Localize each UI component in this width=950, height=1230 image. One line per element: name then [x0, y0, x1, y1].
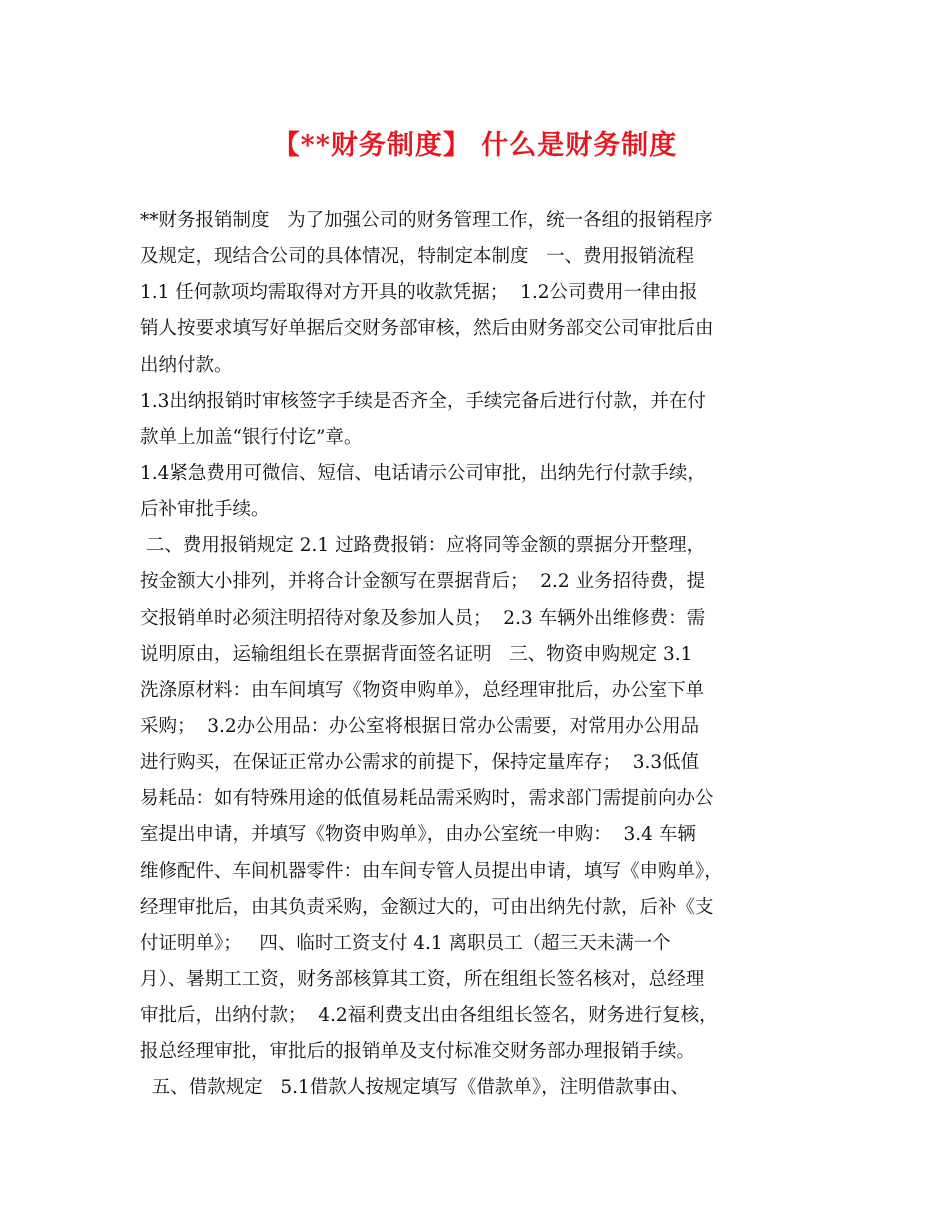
body-line: 交报销单时必须注明招待对象及参加人员； 2.3 车辆外出维修费：需	[140, 607, 706, 629]
body-line: **财务报销制度 为了加强公司的财务管理工作，统一各组的报销程序	[140, 210, 713, 231]
body-line: 月）、暑期工工资，财务部核算其工资，所在组组长签名核对，总经理	[140, 968, 705, 990]
body-line: 二、费用报销规定 2.1 过路费报销：应将同等金额的票据分开整理，	[140, 535, 706, 557]
body-line: 五、借款规定 5.1借款人按规定填写《借款单》，注明借款事由、	[140, 1077, 690, 1099]
body-line: 付证明单》； 四、临时工资支付 4.1 离职员工（超三天未满一个	[140, 932, 671, 954]
body-line: 款单上加盖“银行付讫”章。	[140, 426, 363, 448]
body-line: 进行购买，在保证正常办公需求的前提下，保持定量库存； 3.3低值	[140, 752, 700, 774]
body-line: 采购； 3.2办公用品：办公室将根据日常办公需要，对常用办公用品	[140, 715, 700, 737]
body-line: 审批后，出纳付款； 4.2福利费支出由各组组长签名，财务进行复核，	[140, 1005, 718, 1027]
body-line: 按金额大小排列，并将合计金额写在票据背后； 2.2 业务招待费，提	[140, 571, 706, 593]
body-line: 经理审批后，由其负责采购，金额过大的，可由出纳先付款，后补《支	[140, 896, 714, 918]
body-line: 及规定，现结合公司的具体情况，特制定本制度 一、费用报销流程	[140, 246, 695, 268]
body-line: 室提出申请，并填写《物资申购单》，由办公室统一申购： 3.4 车辆	[140, 824, 696, 846]
body-line: 报总经理审批，审批后的报销单及支付标准交财务部办理报销手续。	[140, 1041, 696, 1063]
body-line: 易耗品：如有特殊用途的低值易耗品需采购时，需求部门需提前向办公	[140, 788, 714, 810]
document-body	[140, 203, 820, 1107]
body-line: 维修配件、车间机器零件：由车间专管人员提出申请，填写《申购单》，	[140, 860, 723, 882]
document-title: 【**财务制度】 什么是财务制度	[272, 130, 678, 161]
body-line: 1.1 任何款项均需取得对方开具的收款凭据； 1.2公司费用一律由报	[140, 282, 698, 304]
body-line: 出纳付款。	[140, 354, 233, 376]
body-line: 销人按要求填写好单据后交财务部审核，然后由财务部交公司审批后由	[140, 318, 714, 340]
body-line: 说明原由，运输组组长在票据背面签名证明 三、物资申购规定 3.1	[140, 643, 693, 665]
body-line: 1.3出纳报销时审核签字手续是否齐全，手续完备后进行付款，并在付	[140, 390, 706, 412]
body-line: 后补审批手续。	[140, 499, 270, 521]
body-line: 洗涤原材料：由车间填写《物资申购单》，总经理审批后，办公室下单	[140, 679, 705, 701]
body-line: 1.4紧急费用可微信、短信、电话请示公司审批，出纳先行付款手续，	[140, 462, 706, 484]
